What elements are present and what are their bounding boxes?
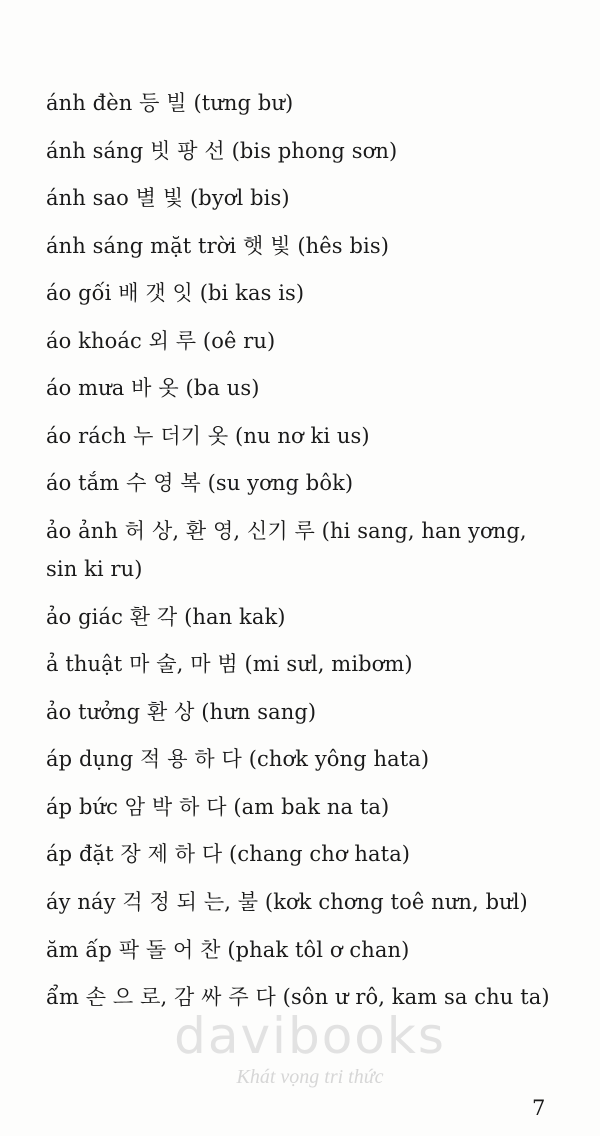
dictionary-entry: ả thuật 마 술, 마 범 (mi sưl, mibơm): [46, 652, 413, 676]
dictionary-entry: ăm ấp 팍 돌 어 찬 (phak tôl ơ chan): [46, 937, 410, 962]
dictionary-entry: áp dụng 적 용 하 다 (chơk yông hata): [46, 747, 430, 771]
dictionary-entry: áo tắm 수 영 복 (su yơng bôk): [46, 471, 354, 495]
dictionary-entry: ánh sáng mặt trời 햇 빛 (hês bis): [46, 233, 389, 258]
dictionary-entry: ảo giác 환 각 (han kak): [46, 604, 286, 629]
dictionary-entry: ánh sáng 빗 팡 선 (bis phong sơn): [46, 138, 398, 163]
dictionary-entry: áo khoác 외 루 (oê ru): [46, 328, 276, 353]
dictionary-entry: ánh sao 별 빛 (byơl bis): [46, 186, 290, 210]
dictionary-entry: áp đặt 장 제 하 다 (chang chơ hata): [46, 842, 411, 866]
page-number: 7: [532, 1096, 546, 1120]
dictionary-entry-list: [46, 80, 556, 1022]
dictionary-entry: áo rách 누 더기 옷 (nu nơ ki us): [46, 423, 370, 448]
dictionary-entry: ẩm 손 으 로, 감 싸 주 다 (sôn ư rô, kam sa chu ta): [46, 985, 550, 1009]
watermark-logo: davibooks: [174, 1007, 446, 1065]
dictionary-entry: áy náy 걱 정 되 는, 불 (kơk chơng toê nưn, bưl): [46, 889, 528, 914]
dictionary-entry: ảo ảnh 허 상, 환 영, 신기 루 (hi sang, han yơng, sin ki ru): [46, 518, 527, 581]
dictionary-entry: áp bức 암 박 하 다 (am bak na ta): [46, 794, 390, 819]
watermark-tagline: Khát vọng tri thức: [236, 1066, 384, 1088]
dictionary-entry: áo gối 배 갯 잇 (bi kas is): [46, 281, 305, 305]
dictionary-entry: ảo tưởng 환 상 (hưn sang): [46, 699, 317, 724]
dictionary-entry: áo mưa 바 옷 (ba us): [46, 376, 260, 400]
dictionary-entry: ánh đèn 등 빌 (tưng bư): [46, 91, 294, 115]
